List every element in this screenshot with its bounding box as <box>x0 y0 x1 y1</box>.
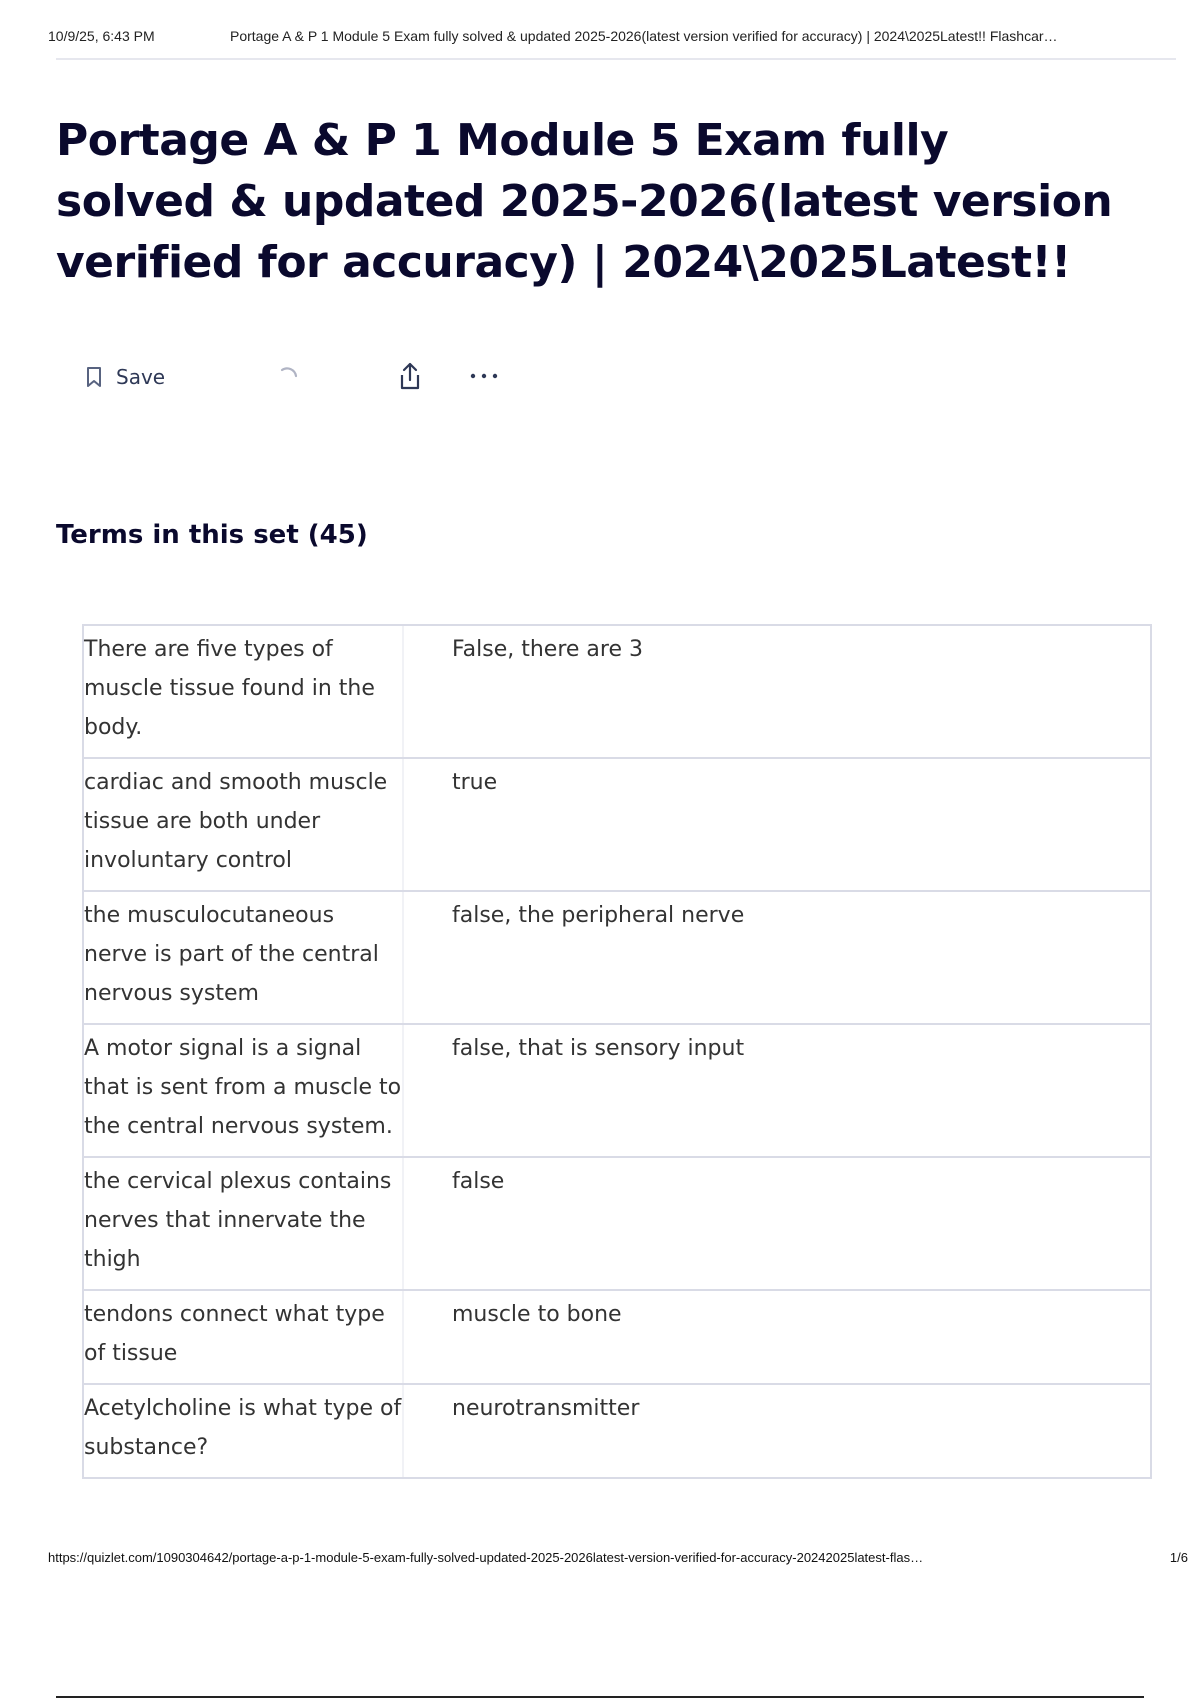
more-icon[interactable] <box>468 368 500 384</box>
term-row <box>82 757 1152 890</box>
definition-text: False, there are 3 <box>452 637 643 662</box>
page-title: Portage A & P 1 Module 5 Exam fully solved & updated 2025-2026(latest version verified for accuracy) | 2024\2025Latest!! <box>56 115 1113 288</box>
term-row <box>82 1023 1152 1156</box>
bookmark-icon <box>84 366 104 388</box>
term-text: cardiac and smooth muscle tissue are both under involuntary control <box>84 759 404 890</box>
page-number: 1/6 <box>1169 1550 1188 1565</box>
header-divider <box>56 58 1176 60</box>
term-text: the musculocutaneous nerve is part of the central nervous system <box>84 892 404 1023</box>
term-row <box>82 624 1152 757</box>
term-row <box>82 1289 1152 1383</box>
definition-text: false, the peripheral nerve <box>452 903 745 928</box>
terms-table <box>82 624 1152 1479</box>
definition-text: neurotransmitter <box>452 1396 640 1421</box>
term-row <box>82 1383 1152 1479</box>
term-text: the cervical plexus contains nerves that innervate the thigh <box>84 1158 404 1289</box>
print-date: 10/9/25, 6:43 PM <box>48 28 155 44</box>
page-url: https://quizlet.com/1090304642/portage-a-p-1-module-5-exam-fully-solved-updated-2025-2026latest-version-verified-for-accuracy-20242025latest-flas… <box>48 1550 924 1565</box>
share-icon[interactable] <box>396 360 424 392</box>
term-row <box>82 890 1152 1023</box>
set-toolbar <box>84 360 524 394</box>
save-button[interactable] <box>84 362 165 392</box>
loading-spinner-icon <box>276 364 300 388</box>
definition-text: false, that is sensory input <box>452 1036 745 1061</box>
term-text: Acetylcholine is what type of substance? <box>84 1385 404 1477</box>
definition-text: muscle to bone <box>452 1302 622 1327</box>
term-text: There are five types of muscle tissue found in the body. <box>84 626 404 757</box>
term-text: A motor signal is a signal that is sent from a muscle to the central nervous system. <box>84 1025 404 1156</box>
save-button-label: Save <box>116 365 166 389</box>
print-header <box>48 28 1178 44</box>
bottom-divider <box>56 1696 1144 1698</box>
definition-text: true <box>452 770 498 795</box>
definition-text: false <box>452 1169 505 1194</box>
term-row <box>82 1156 1152 1289</box>
term-text: tendons connect what type of tissue <box>84 1291 404 1383</box>
terms-heading: Terms in this set (45) <box>56 520 368 550</box>
print-footer <box>48 1550 1188 1565</box>
print-document-title: Portage A & P 1 Module 5 Exam fully solved & updated 2025-2026(latest version verified for accuracy) | 2024\2025Latest!! Flashcar… <box>230 28 1058 44</box>
